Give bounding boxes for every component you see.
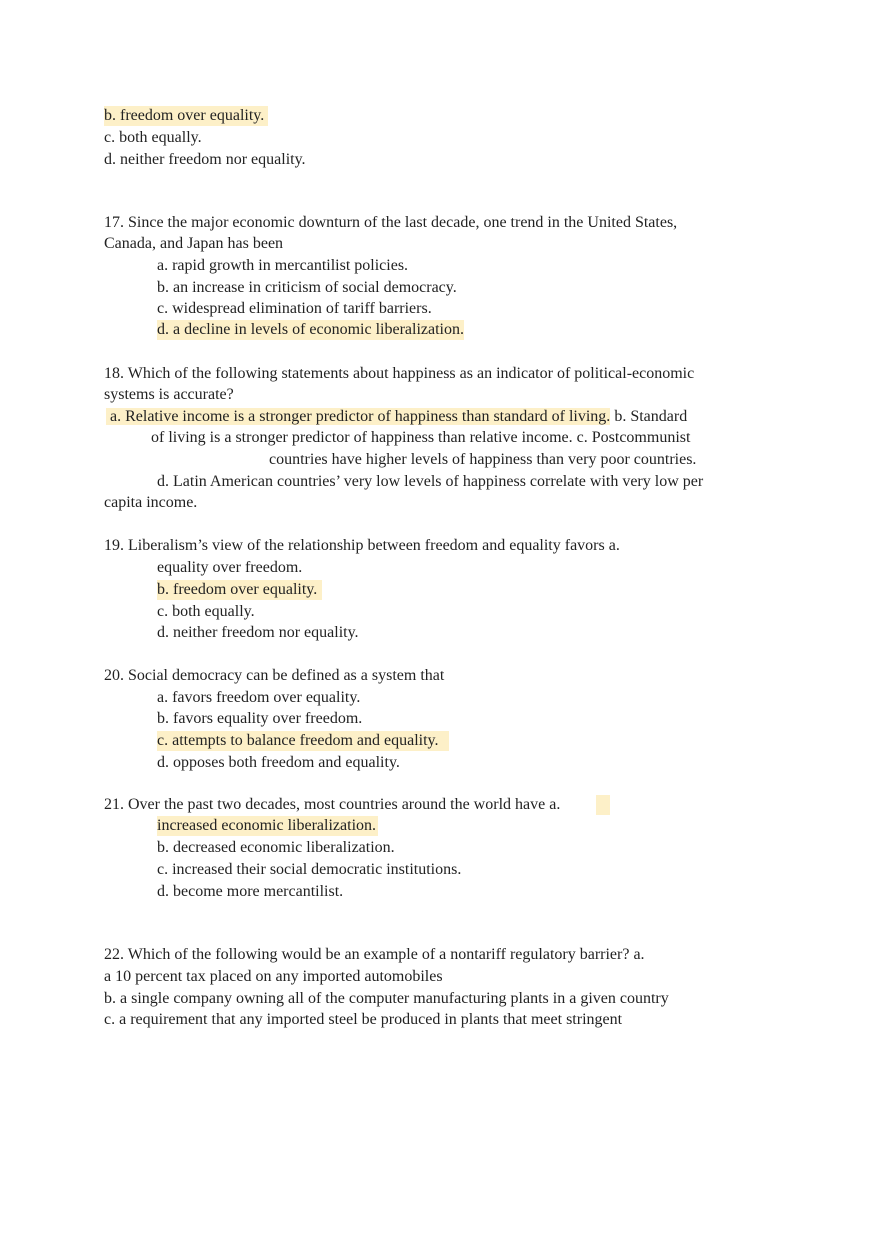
- q19-option-c: c. both equally.: [157, 603, 255, 620]
- q17-stem-line-1: 17. Since the major economic downturn of the last decade, one trend in the United States,: [104, 214, 678, 231]
- q18-option-line: [106, 407, 687, 427]
- q22-option-a: a 10 percent tax placed on any imported automobiles: [104, 968, 443, 985]
- q17-stem-line-2: Canada, and Japan has been: [104, 235, 284, 252]
- q18-line-4: countries have higher levels of happiness than very poor countries.: [269, 451, 697, 468]
- q18-option-d: d. Latin American countries’ very low levels of happiness correlate with very low per: [157, 473, 704, 490]
- q21-stem: 21. Over the past two decades, most countries around the world have a.: [104, 796, 561, 813]
- q22-option-b: b. a single company owning all of the computer manufacturing plants in a given country: [104, 990, 669, 1007]
- q16-option-b-highlighted: b. freedom over equality.: [104, 106, 268, 126]
- q21-option-b: b. decreased economic liberalization.: [157, 839, 395, 856]
- q20-option-c-highlighted: c. attempts to balance freedom and equality.: [157, 731, 449, 751]
- q17-option-b: b. an increase in criticism of social democracy.: [157, 279, 457, 296]
- q17-option-a: a. rapid growth in mercantilist policies.: [157, 257, 409, 274]
- q19-option-b-highlighted: b. freedom over equality.: [157, 580, 322, 600]
- q18-option-b-start: b. Standard: [614, 408, 688, 425]
- q20-option-a: a. favors freedom over equality.: [157, 689, 361, 706]
- q19-stem: 19. Liberalism’s view of the relationship between freedom and equality favors a.: [104, 537, 620, 554]
- q18-line-3: of living is a stronger predictor of happiness than relative income. c. Postcommunist: [151, 429, 691, 446]
- q16-option-c: c. both equally.: [104, 129, 202, 146]
- q22-stem: 22. Which of the following would be an example of a nontariff regulatory barrier? a.: [104, 946, 645, 963]
- q18-line-6: capita income.: [104, 494, 198, 511]
- q21-option-c: c. increased their social democratic institutions.: [157, 861, 462, 878]
- q17-option-c: c. widespread elimination of tariff barriers.: [157, 300, 432, 317]
- q21-option-d: d. become more mercantilist.: [157, 883, 344, 900]
- q20-option-d: d. opposes both freedom and equality.: [157, 754, 400, 771]
- q19-option-d: d. neither freedom nor equality.: [157, 624, 359, 641]
- q18-stem-line-1: 18. Which of the following statements about happiness as an indicator of political-economic: [104, 365, 695, 382]
- q18-stem-line-2: systems is accurate?: [104, 386, 234, 403]
- q20-option-b: b. favors equality over freedom.: [157, 710, 363, 727]
- q19-option-a: equality over freedom.: [157, 559, 303, 576]
- q17-option-d-highlighted: d. a decline in levels of economic liberalization.: [157, 321, 464, 338]
- q20-stem: 20. Social democracy can be defined as a system that: [104, 667, 445, 684]
- q21-highlight-marker: [596, 795, 610, 815]
- q16-option-d: d. neither freedom nor equality.: [104, 151, 306, 168]
- q18-option-a-highlighted: a. Relative income is a stronger predictor of happiness than standard of living.: [106, 408, 610, 425]
- q22-option-c: c. a requirement that any imported steel be produced in plants that meet stringent: [104, 1011, 623, 1028]
- q21-option-a-highlighted: increased economic liberalization.: [157, 817, 377, 834]
